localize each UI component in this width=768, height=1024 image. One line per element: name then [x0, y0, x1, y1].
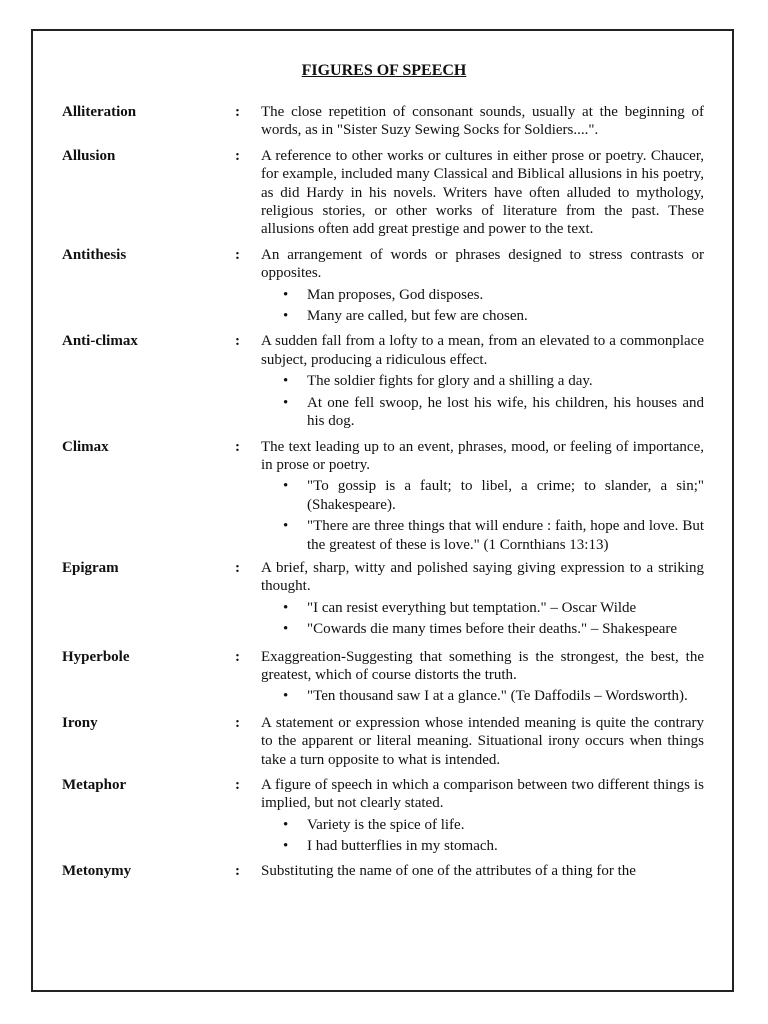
entry-term: Antithesis [62, 246, 127, 263]
example-text: "I can resist everything but temptation." – Oscar Wilde [307, 599, 637, 616]
glossary-entry [62, 559, 704, 639]
example-item [261, 837, 704, 855]
entry-definition: A figure of speech in which a comparison between two different things is implied, but not clearly stated. [261, 777, 704, 812]
entry-definition: A statement or expression whose intended meaning is quite the contrary to the apparent or literal meaning. Situational irony occurs when things take a turn opposite to what is intended. [261, 714, 704, 768]
entry-definition: The close repetition of consonant sounds, usually at the beginning of words, as in "Sister Suzy Sewing Socks for Soldiers....". [261, 104, 704, 139]
example-text: "There are three things that will endure : faith, hope and love. But the greatest of these is love." (1 Cornthians 13:13) [307, 518, 704, 553]
bullet-icon: • [283, 478, 289, 495]
entry-term: Metonymy [62, 862, 132, 879]
bullet-icon: • [283, 621, 289, 638]
bullet-icon: • [283, 599, 289, 616]
bullet-icon: • [283, 373, 289, 390]
example-list [261, 372, 704, 430]
example-item [261, 394, 704, 431]
example-item [261, 687, 704, 705]
glossary-entry [62, 147, 704, 239]
entry-separator: : [235, 559, 240, 576]
example-text: At one fell swoop, he lost his wife, his children, his houses and his dog. [307, 394, 704, 430]
example-text: "Ten thousand saw I at a glance." (Te Daffodils – Wordsworth). [307, 688, 688, 705]
entry-term: Climax [62, 438, 109, 455]
entry-term: Epigram [62, 559, 119, 576]
entry-separator: : [235, 648, 240, 665]
glossary-entry [62, 246, 704, 326]
glossary-entry [62, 438, 704, 554]
entry-term: Hyperbole [62, 648, 130, 665]
example-list [261, 286, 704, 326]
entry-term: Metaphor [62, 777, 127, 793]
entry-separator: : [235, 714, 240, 731]
example-item [261, 286, 704, 304]
bullet-icon: • [283, 838, 289, 855]
entry-term: Alliteration [62, 104, 137, 120]
glossary-entry [62, 103, 704, 140]
entry-separator: : [235, 862, 240, 879]
bullet-icon: • [283, 688, 289, 705]
entry-term: Irony [62, 714, 98, 731]
entry-body [261, 438, 704, 554]
entry-separator: : [235, 246, 240, 263]
entry-body [261, 714, 704, 769]
bullet-icon: • [283, 816, 289, 833]
entry-body [261, 332, 704, 430]
example-text: "To gossip is a fault; to libel, a crime; to slander, a sin;" (Shakespeare). [307, 478, 704, 513]
example-list [261, 687, 704, 705]
page-title: FIGURES OF SPEECH [301, 62, 467, 79]
glossary-list [62, 103, 704, 880]
entry-definition: A reference to other works or cultures in either prose or poetry. Chaucer, for example, included many Classical and Biblical allusions in his poetry, as did Hardy in his novels. Writers have often alluded to mythology, religious stories, or other works of literature from the past. These allusions often add great prestige and power to the text. [261, 147, 704, 238]
entry-definition: The text leading up to an event, phrases, mood, or feeling of importance, in prose or poetry. [261, 438, 704, 473]
glossary-entry [62, 648, 704, 706]
entry-body [261, 103, 704, 140]
bullet-icon: • [283, 308, 289, 325]
example-item [261, 599, 704, 617]
glossary-entry [62, 776, 704, 856]
example-list [261, 599, 704, 639]
glossary-entry [62, 862, 704, 880]
example-text: Many are called, but few are chosen. [307, 308, 528, 325]
entry-separator: : [235, 333, 240, 350]
entry-definition: Exaggreation-Suggesting that something is the strongest, the best, the greatest, which of course distorts the truth. [261, 648, 704, 683]
example-item [261, 307, 704, 325]
example-text: "Cowards die many times before their deaths." – Shakespeare [307, 621, 678, 638]
entry-definition: A sudden fall from a lofty to a mean, from an elevated to a commonplace subject, producing a ridiculous effect. [261, 333, 704, 368]
example-list [261, 477, 704, 554]
example-item [261, 372, 704, 390]
entry-definition: Substituting the name of one of the attributes of a thing for the [261, 862, 636, 879]
bullet-icon: • [283, 394, 289, 411]
entry-term: Allusion [62, 147, 116, 164]
entry-separator: : [235, 438, 240, 455]
entry-body [261, 147, 704, 239]
example-item [261, 517, 704, 554]
example-text: Man proposes, God disposes. [307, 286, 484, 303]
example-item [261, 620, 704, 638]
entry-body [261, 776, 704, 856]
entry-definition: A brief, sharp, witty and polished saying giving expression to a striking thought. [261, 559, 704, 595]
entry-body [261, 246, 704, 326]
example-item [261, 816, 704, 834]
example-text: I had butterflies in my stomach. [307, 838, 498, 855]
entry-body [261, 648, 704, 706]
entry-separator: : [235, 104, 240, 120]
entry-term: Anti-climax [62, 333, 138, 350]
entry-definition: An arrangement of words or phrases designed to stress contrasts or opposites. [261, 246, 704, 282]
bullet-icon: • [283, 518, 289, 535]
entry-separator: : [235, 147, 240, 164]
entry-body [261, 559, 704, 639]
example-list [261, 816, 704, 856]
entry-body [261, 862, 704, 880]
example-text: Variety is the spice of life. [307, 816, 465, 833]
glossary-entry [62, 332, 704, 430]
entry-separator: : [235, 777, 240, 793]
glossary-entry [62, 714, 704, 769]
example-text: The soldier fights for glory and a shilling a day. [307, 373, 593, 390]
bullet-icon: • [283, 286, 289, 303]
example-item [261, 477, 704, 514]
